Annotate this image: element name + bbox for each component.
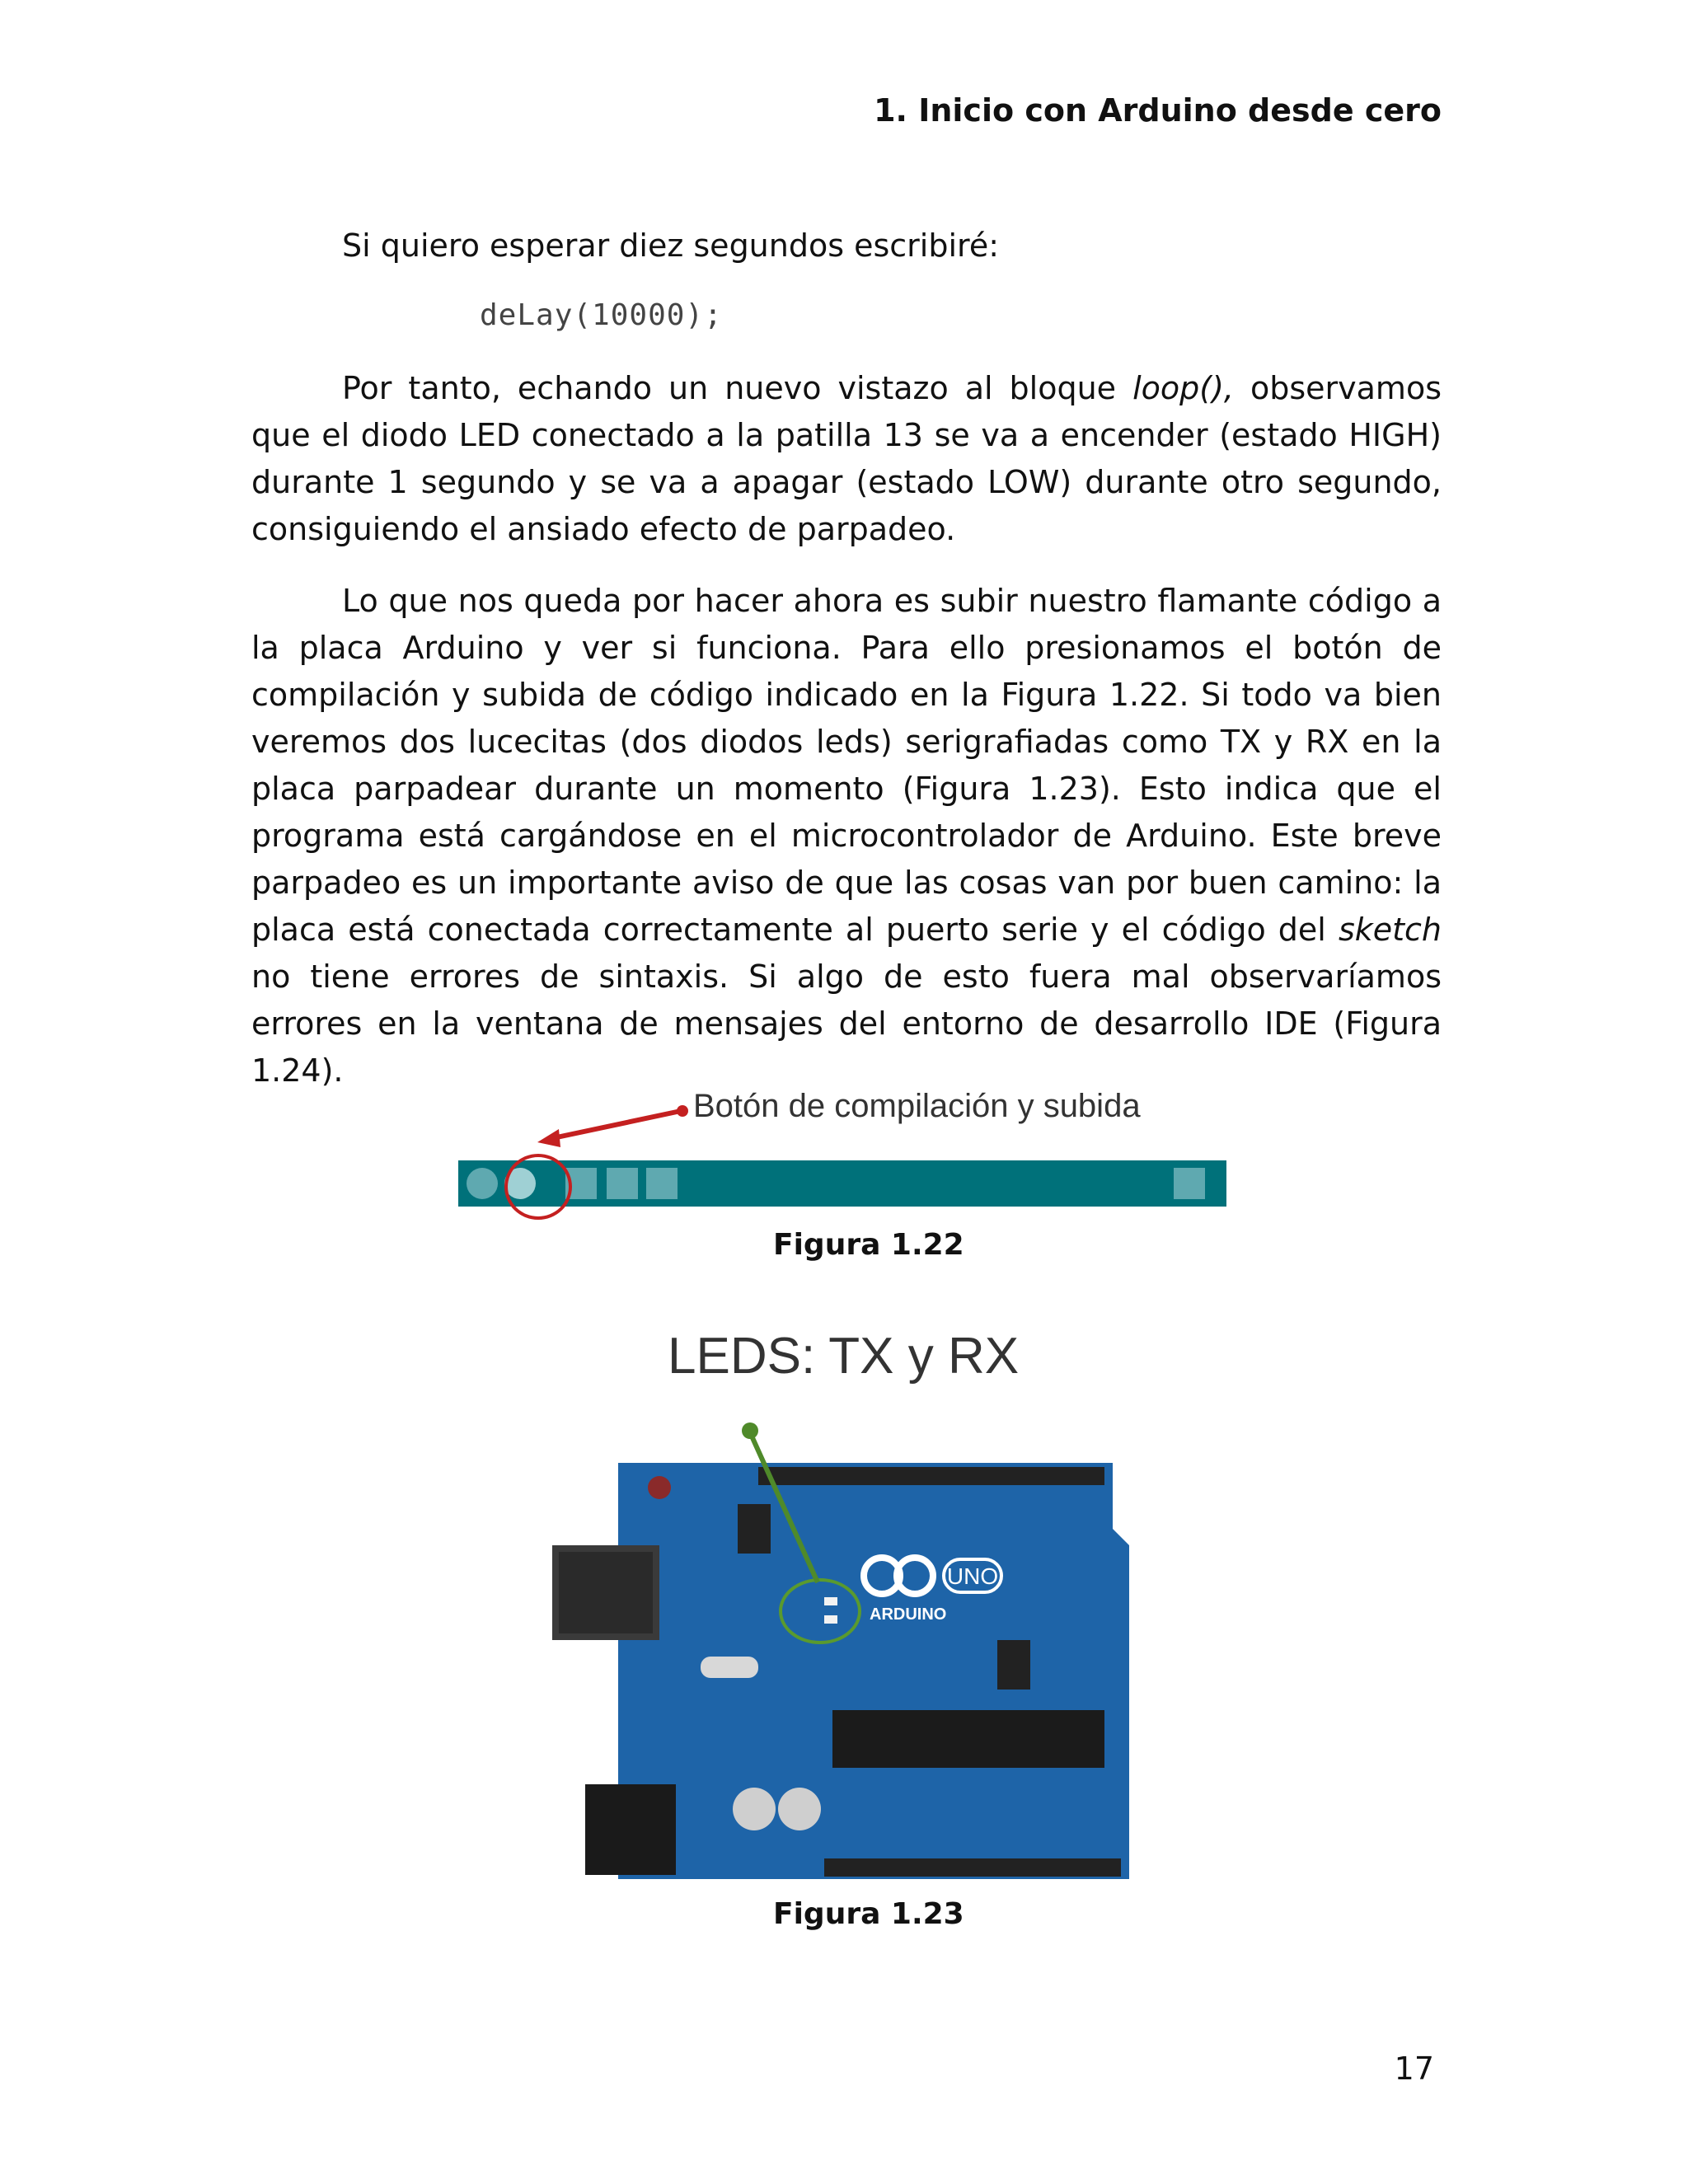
figure-arduino-board bbox=[552, 1310, 1129, 1887]
ide-toolbar bbox=[458, 1160, 1226, 1207]
serial-monitor-icon bbox=[1174, 1168, 1205, 1199]
figure-upload-button bbox=[458, 1071, 1233, 1212]
paragraph-1: Por tanto, echando un nuevo vistazo al bloque loop(), observamos que el diodo LED conectado a la patilla 13 se va a encender (estado HIGH) durante 1 segundo y se va a apagar (estado LOW) durante otro segundo, consiguiendo el ansiado efecto de parpadeo. bbox=[251, 370, 1442, 547]
code-snippet: deLay(10000); bbox=[480, 298, 723, 332]
emphasis-sketch: sketch bbox=[1338, 912, 1442, 948]
open-file-icon bbox=[607, 1168, 638, 1199]
paragraph-2: Lo que nos queda por hacer ahora es subir nuestro flamante código a la placa Arduino y ver si funciona. Para ello presionamos el botón de compilación y subida de código indicado en la Figura 1.22. Si todo va bien veremos dos lucecitas (dos diodos leds) serigrafiadas como TX y RX en la placa parpadear durante un momento (Figura 1.23). Esto indica que el programa está cargándose en el microcontrolador de Arduino. Este breve parpadeo es un importante aviso de que las cosas van por buen camino: la placa está conectada correctamente al puerto serie y el código del sketch no tiene errores de sintaxis. Si algo de esto fuera mal observaríamos errores en la ventana de mensajes del entorno de desarrollo IDE (Figura 1.24). bbox=[251, 583, 1442, 1089]
board-brand-text: ARDUINO bbox=[870, 1605, 947, 1624]
emphasis-loop: loop(), bbox=[1132, 370, 1234, 406]
intro-text: Si quiero esperar diez segundos escribiré: bbox=[342, 227, 999, 264]
verify-icon bbox=[467, 1168, 498, 1199]
figure-2-caption: Figura 1.23 bbox=[773, 1897, 964, 1931]
page-number: 17 bbox=[1394, 2050, 1434, 2087]
running-header: 1. Inicio con Arduino desde cero bbox=[874, 92, 1442, 129]
save-file-icon bbox=[646, 1168, 678, 1199]
arduino-board-illustration bbox=[552, 1310, 1129, 1887]
board-model-text: UNO bbox=[946, 1563, 999, 1589]
highlight-circle bbox=[504, 1154, 572, 1220]
figure-1-label: Botón de compilación y subida bbox=[693, 1088, 1141, 1124]
figure-1-caption: Figura 1.22 bbox=[773, 1228, 964, 1262]
figure-2-label: LEDS: TX y RX bbox=[668, 1328, 1020, 1385]
red-arrow-icon bbox=[458, 1071, 706, 1170]
